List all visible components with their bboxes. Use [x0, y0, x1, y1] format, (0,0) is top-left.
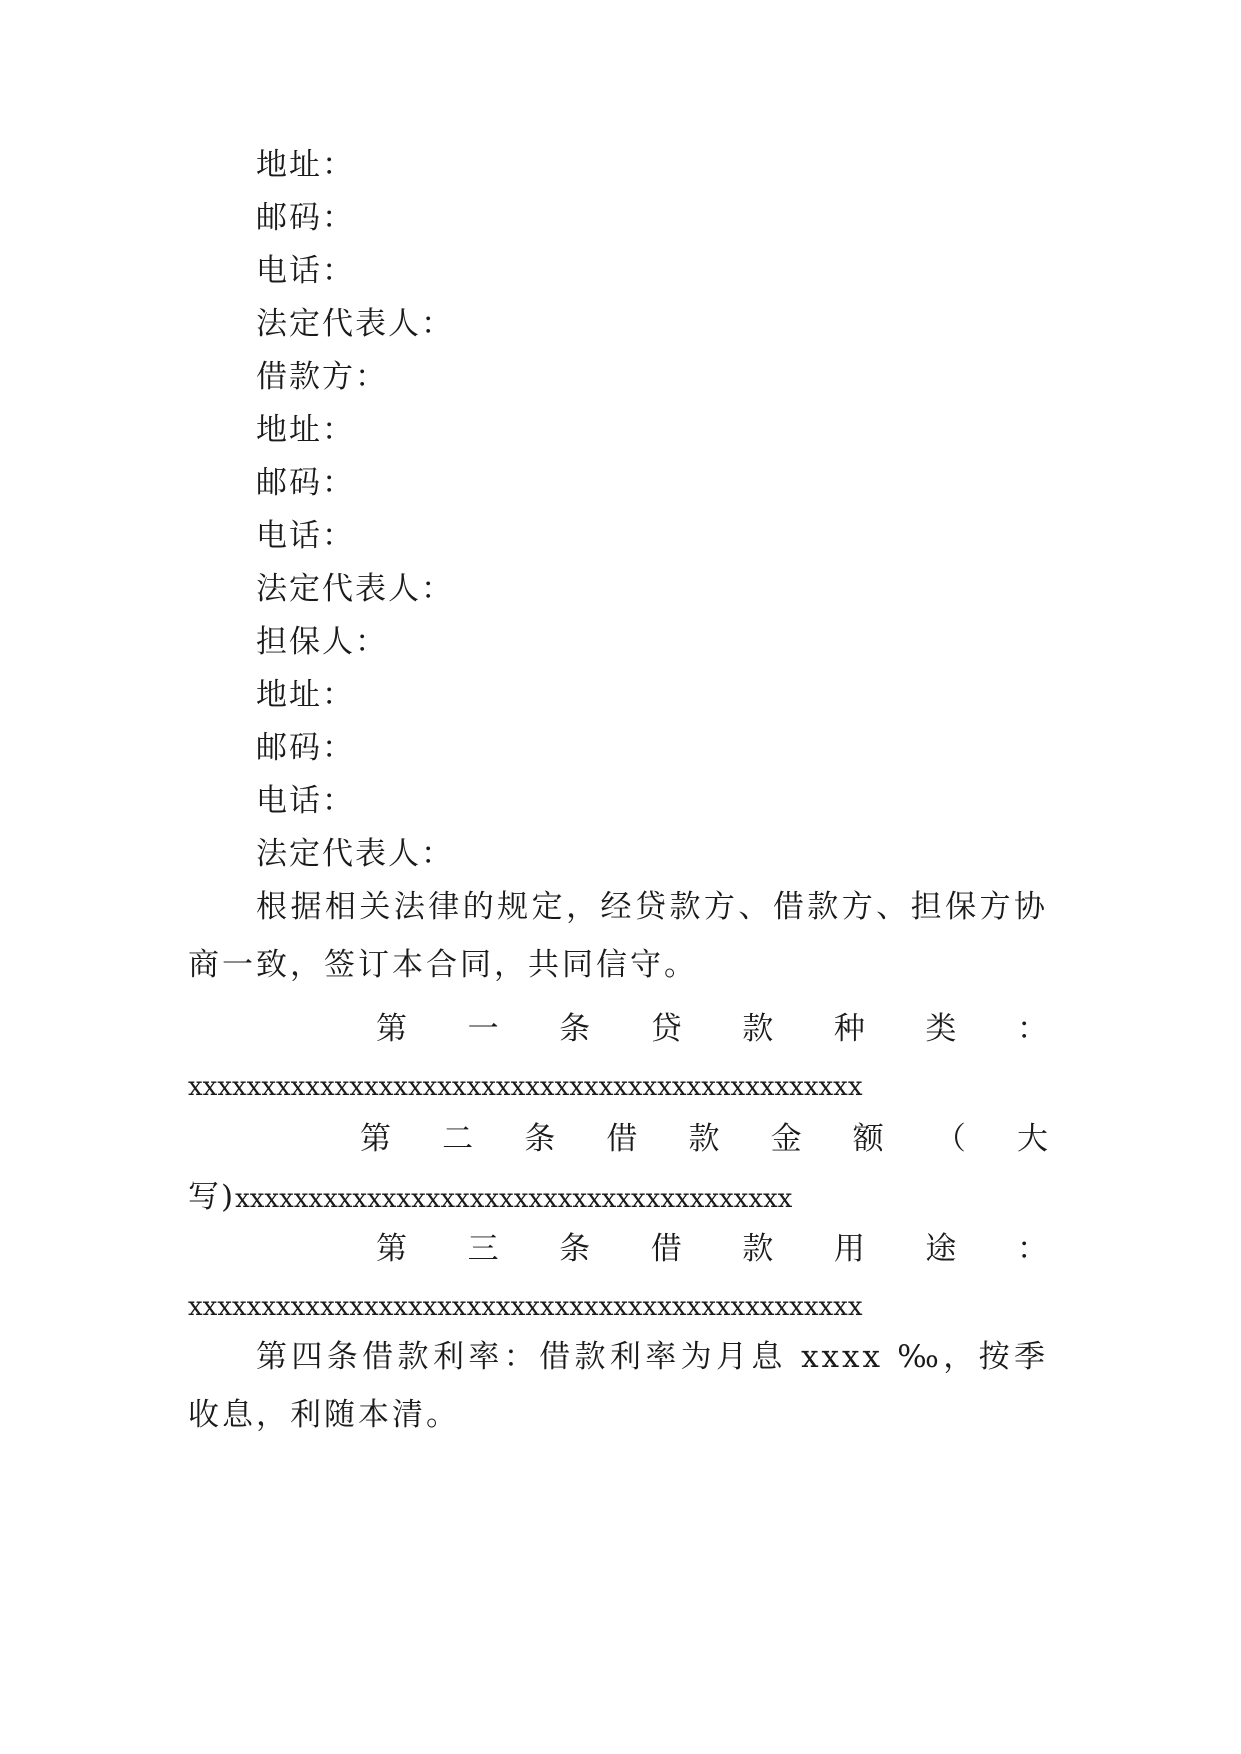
article1-heading-char: 第 — [376, 1011, 407, 1047]
intro-paragraph: 根据相关法律的规定，经贷款方、借款方、担保方协商一致，签订本合同，共同信守。 — [188, 889, 1048, 983]
article2-heading-char: 第 — [360, 1121, 391, 1157]
article-1-heading — [188, 1000, 1048, 1058]
article-1 — [188, 1000, 1048, 1116]
article2-heading-char: 款 — [688, 1121, 720, 1157]
article2-heading-char: （ — [934, 1121, 966, 1157]
article-2 — [188, 1110, 1048, 1228]
guarantor-label: 担保人： — [256, 624, 388, 660]
article1-heading-char: 类 — [925, 1011, 957, 1047]
article3-heading-char: 条 — [559, 1231, 591, 1267]
borrower-phone-label: 电话： — [256, 518, 355, 554]
article1-heading-char: 一 — [467, 1011, 499, 1047]
article3-heading-char: 途 — [925, 1231, 957, 1267]
article-1-placeholder: xxxxxxxxxxxxxxxxxxxxxxxxxxxxxxxxxxxxxxxxxxxxxx — [188, 1072, 863, 1102]
article2-heading-char: 大 — [1017, 1121, 1048, 1157]
article-3 — [188, 1220, 1048, 1336]
borrower-postcode-label: 邮码： — [256, 465, 355, 501]
article1-heading-char: 种 — [833, 1011, 865, 1047]
article2-heading-char: 额 — [852, 1121, 884, 1157]
article2-heading-char: 条 — [524, 1121, 556, 1157]
article-2-heading — [188, 1110, 1048, 1168]
lender-phone-label: 电话： — [256, 253, 355, 289]
guarantor-legal-rep-label: 法定代表人： — [256, 836, 454, 872]
article-3-placeholder: xxxxxxxxxxxxxxxxxxxxxxxxxxxxxxxxxxxxxxxxxxxxxx — [188, 1292, 863, 1322]
article3-heading-char: 借 — [650, 1231, 682, 1267]
article-2-amount-line — [188, 1168, 1048, 1228]
article1-heading-char: 款 — [742, 1011, 774, 1047]
article3-heading-char: 款 — [742, 1231, 774, 1267]
article1-heading-char: ： — [1016, 1011, 1048, 1047]
article1-heading-char: 条 — [559, 1011, 591, 1047]
article-2-tail: 写) — [188, 1179, 236, 1215]
article3-heading-char: 第 — [376, 1231, 407, 1267]
lender-address-label: 地址： — [256, 147, 355, 183]
borrower-legal-rep-label: 法定代表人： — [256, 571, 454, 607]
article1-heading-char: 贷 — [650, 1011, 682, 1047]
lender-postcode-label: 邮码： — [256, 200, 355, 236]
article-2-placeholder: xxxxxxxxxxxxxxxxxxxxxxxxxxxxxxxxxxxxxx — [235, 1184, 793, 1214]
guarantor-address-label: 地址： — [256, 677, 355, 713]
article-4: 第四条借款利率：借款利率为月息 xxxx ‰，按季收息，利随本清。 — [188, 1339, 1048, 1433]
guarantor-phone-label: 电话： — [256, 783, 355, 819]
borrower-address-label: 地址： — [256, 412, 355, 448]
borrower-label: 借款方： — [256, 359, 388, 395]
article3-heading-char: 三 — [467, 1231, 499, 1267]
article-3-heading — [188, 1220, 1048, 1278]
lender-legal-rep-label: 法定代表人： — [256, 306, 454, 342]
article2-heading-char: 借 — [606, 1121, 638, 1157]
article2-heading-char: 二 — [442, 1121, 474, 1157]
article3-heading-char: ： — [1016, 1231, 1048, 1267]
guarantor-postcode-label: 邮码： — [256, 730, 355, 766]
article3-heading-char: 用 — [833, 1231, 865, 1267]
article2-heading-char: 金 — [770, 1121, 802, 1157]
